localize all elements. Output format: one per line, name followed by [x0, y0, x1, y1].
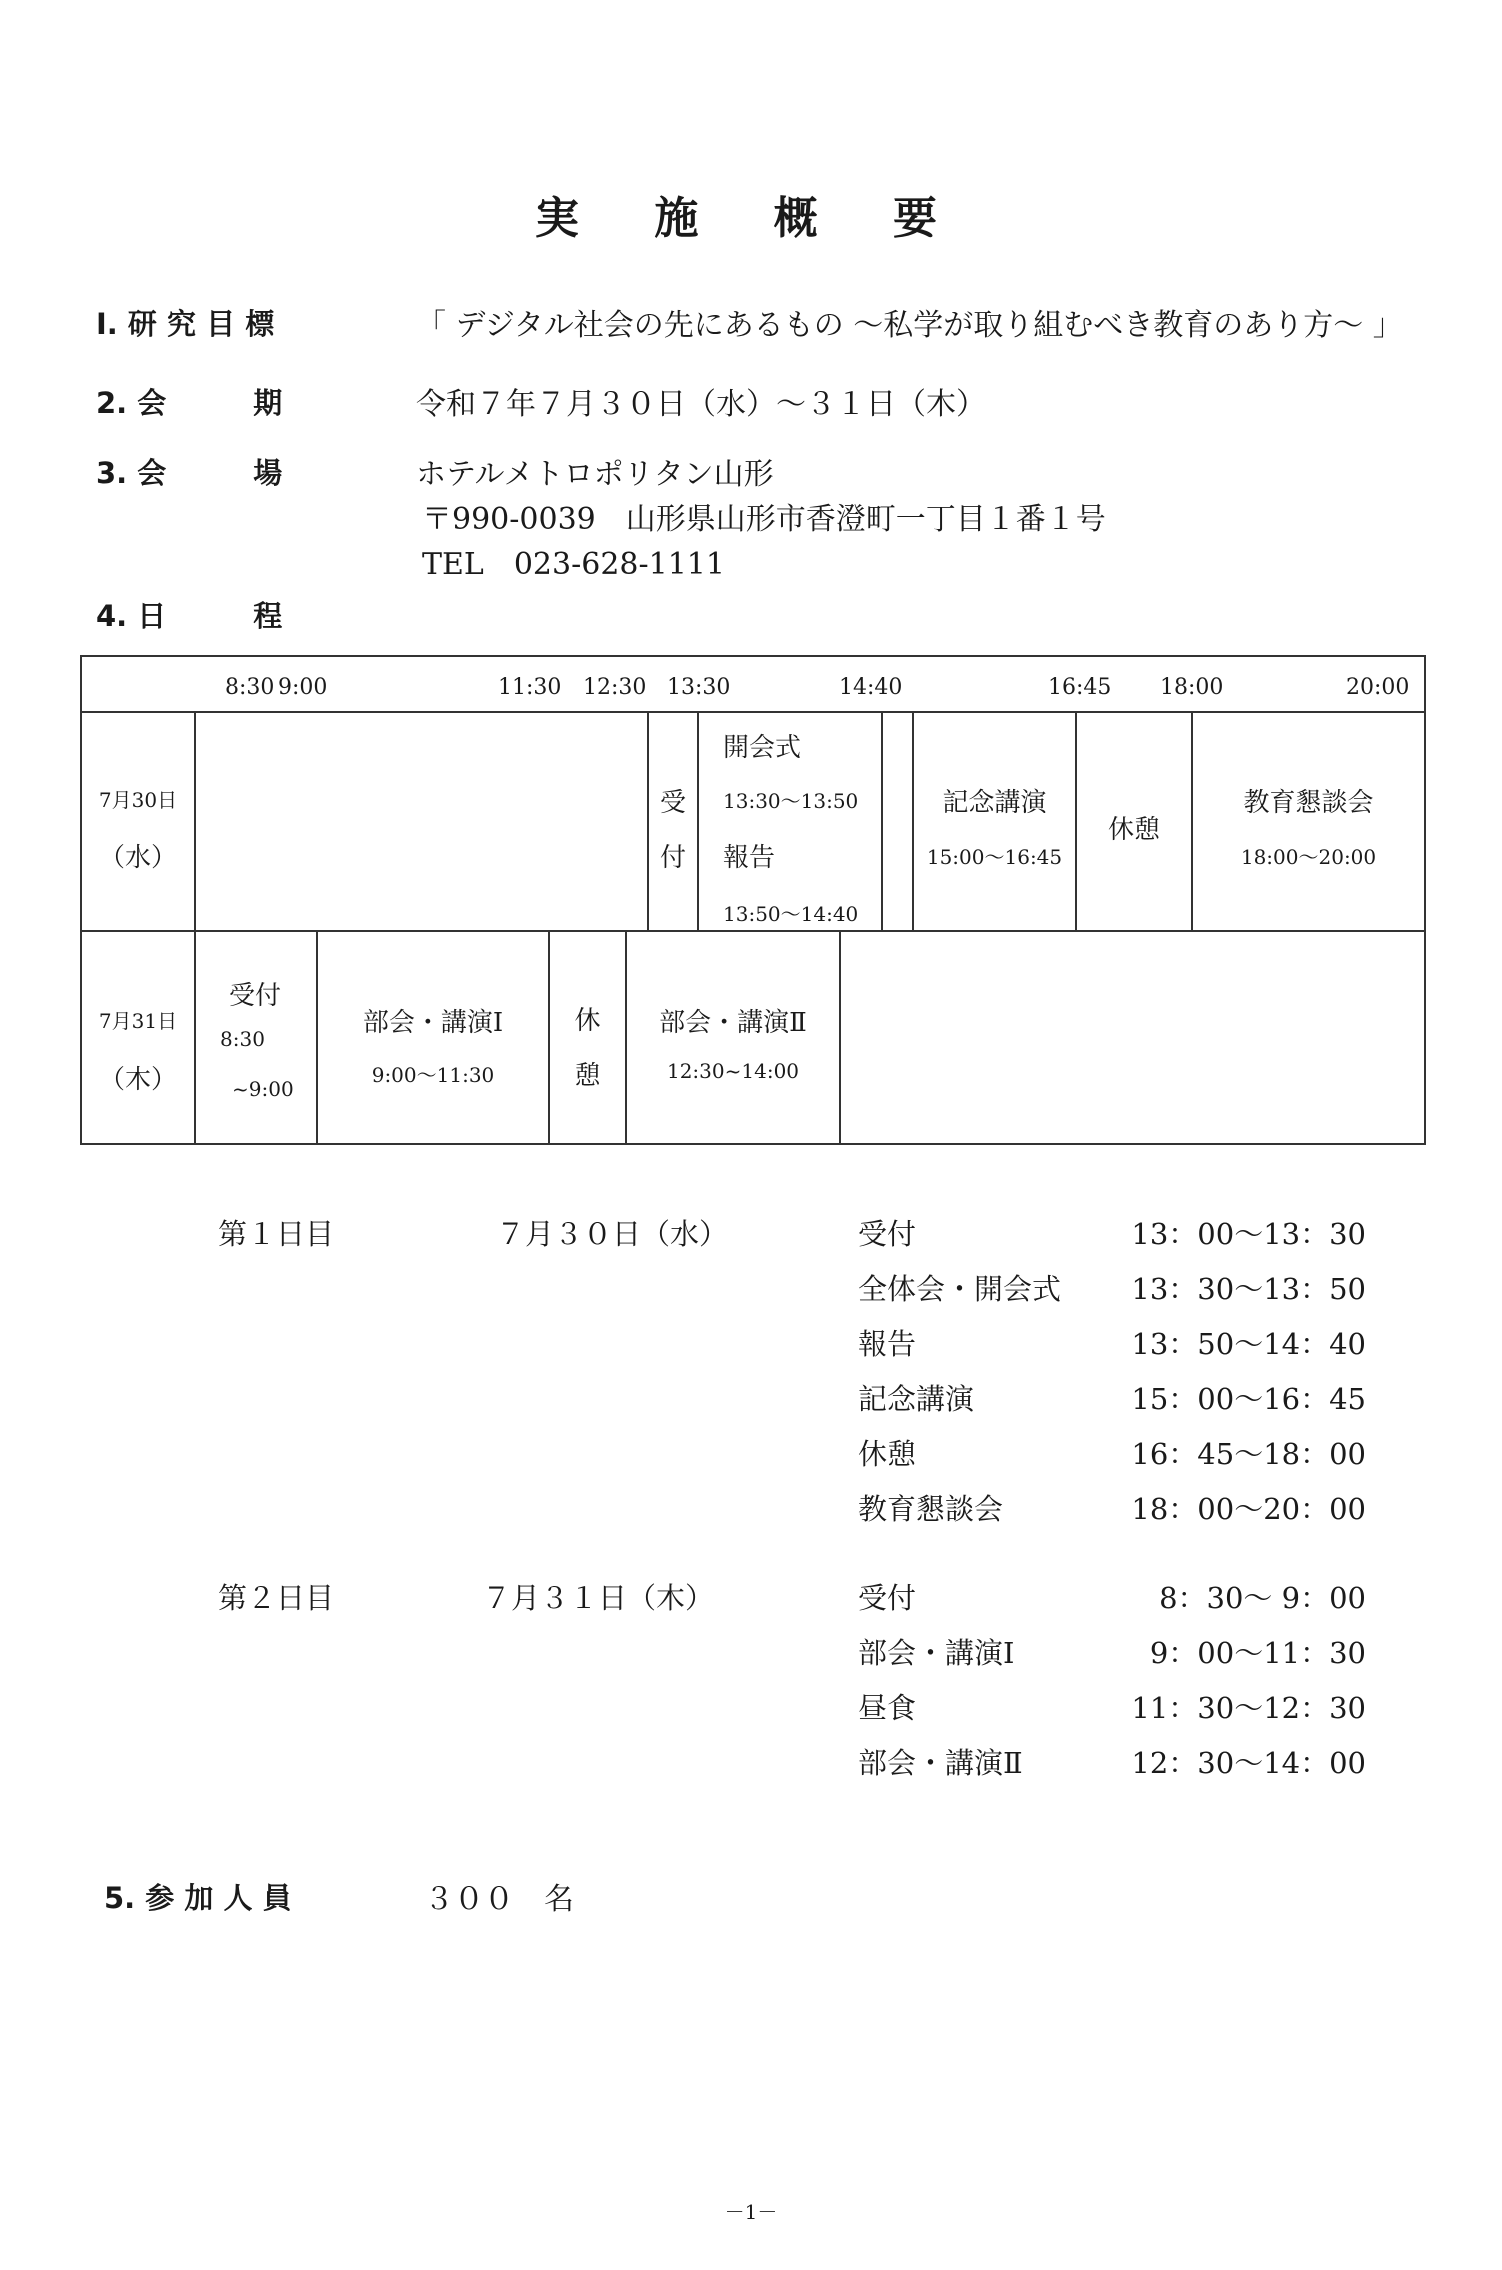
day1-report: 報告 — [723, 843, 776, 873]
time-tick: 12:30 — [583, 675, 647, 700]
section-1-label: Ⅰ. 研 究 目 標 — [96, 307, 275, 341]
session-dates: 令和７年７月３０日（水）～３１日（木） — [416, 387, 986, 422]
list-item: 全体会・開会式 — [858, 1272, 1062, 1306]
day1-lecture: 記念講演 — [942, 788, 1047, 818]
day2-date: 7月31日 — [98, 1009, 178, 1033]
grid-line — [194, 711, 196, 1143]
venue-name: ホテルメトロポリタン山形 — [416, 457, 774, 492]
timeline-day1-label: 第１日目 — [218, 1217, 335, 1251]
venue-address: 〒990-0039 山形県山形市香澄町一丁目１番１号 — [422, 502, 1106, 537]
day2-weekday: （木） — [98, 1065, 177, 1095]
grid-line — [912, 711, 914, 930]
list-item: 昼食 — [858, 1691, 917, 1725]
section-2-label: 2. 会 期 — [96, 386, 283, 420]
list-item: 受付 — [858, 1217, 917, 1251]
day1-report-time: 13:50～14:40 — [723, 902, 859, 926]
day1-opening-time: 13:30～13:50 — [723, 789, 859, 813]
list-item: 部会・講演Ⅱ — [858, 1746, 1023, 1780]
day2-session2-time: 12:30~14:00 — [666, 1059, 800, 1083]
timeline-day1-date: ７月３０日（水） — [496, 1217, 729, 1251]
day2-reception: 受付 — [229, 981, 282, 1011]
day1-break: 休憩 — [1107, 815, 1160, 845]
day1-opening: 開会式 — [723, 733, 802, 763]
day1-lecture-time: 15:00～16:45 — [926, 845, 1063, 869]
list-item-time: 16：45～18：00 — [1131, 1437, 1366, 1471]
day2-session1: 部会・講演Ⅰ — [362, 1008, 504, 1038]
list-item-time: 18：00～20：00 — [1131, 1492, 1366, 1526]
time-tick: 20:00 — [1346, 675, 1410, 700]
venue-tel: TEL 023-628-1111 — [422, 547, 725, 582]
schedule-grid — [80, 655, 1426, 1145]
day1-reception-char1: 受 — [659, 788, 686, 818]
list-item-time: 13：00～13：30 — [1131, 1217, 1366, 1251]
grid-line — [881, 711, 883, 930]
grid-line — [82, 711, 1424, 713]
list-item-time: 15：00～16：45 — [1131, 1382, 1366, 1416]
time-tick: 9:00 — [278, 675, 328, 700]
day1-weekday: （水） — [98, 843, 177, 873]
research-goal: 「 デジタル社会の先にあるもの ～私学が取り組むべき教育のあり方～ 」 — [416, 308, 1403, 343]
day2-session1-time: 9:00～11:30 — [371, 1063, 495, 1087]
list-item-time: 13：30～13：50 — [1131, 1272, 1366, 1306]
page-number: －1－ — [724, 2200, 778, 2224]
list-item-time: 12：30～14：00 — [1131, 1746, 1366, 1780]
section-4-label: 4. 日 程 — [96, 599, 283, 633]
list-item-time: 11：30～12：30 — [1131, 1691, 1366, 1725]
grid-line — [647, 711, 649, 930]
grid-line — [697, 711, 699, 930]
page-title: 実 施 概 要 — [535, 193, 967, 244]
time-tick: 11:30 — [498, 675, 562, 700]
day2-reception-end: ~9:00 — [232, 1077, 294, 1101]
grid-line — [82, 930, 1424, 932]
participant-count: ３００ 名 — [424, 1882, 574, 1917]
day1-reception-char2: 付 — [659, 843, 686, 873]
list-item-time: 13：50～14：40 — [1131, 1327, 1366, 1361]
list-item: 休憩 — [858, 1437, 917, 1471]
section-3-label: 3. 会 場 — [96, 456, 283, 490]
time-tick: 18:00 — [1160, 675, 1224, 700]
list-item: 受付 — [858, 1581, 917, 1615]
timeline-day2-date: ７月３１日（木） — [482, 1581, 715, 1615]
list-item-time: 9：00～11：30 — [1149, 1636, 1366, 1670]
time-tick: 16:45 — [1048, 675, 1112, 700]
day2-break-char2: 憩 — [574, 1061, 601, 1091]
list-item: 教育懇談会 — [858, 1492, 1004, 1526]
list-item: 部会・講演Ⅰ — [858, 1636, 1015, 1670]
list-item: 記念講演 — [858, 1382, 975, 1416]
day2-session2: 部会・講演Ⅱ — [659, 1008, 807, 1038]
day1-meeting-time: 18:00～20:00 — [1240, 845, 1377, 869]
list-item: 報告 — [858, 1327, 917, 1361]
time-tick: 8:30 — [225, 675, 275, 700]
day2-break-char1: 休 — [574, 1006, 601, 1036]
section-5-label: 5. 参 加 人 員 — [104, 1881, 292, 1915]
list-item-time: 8：30～ 9：00 — [1159, 1581, 1366, 1615]
day1-date: 7月30日 — [98, 788, 178, 812]
time-tick: 14:40 — [839, 675, 903, 700]
grid-line — [1191, 711, 1193, 930]
timeline-day2-label: 第２日目 — [218, 1581, 335, 1615]
day1-meeting: 教育懇談会 — [1243, 788, 1374, 818]
grid-line — [839, 930, 841, 1143]
day2-reception-start: 8:30 — [220, 1027, 265, 1051]
time-tick: 13:30 — [667, 675, 731, 700]
